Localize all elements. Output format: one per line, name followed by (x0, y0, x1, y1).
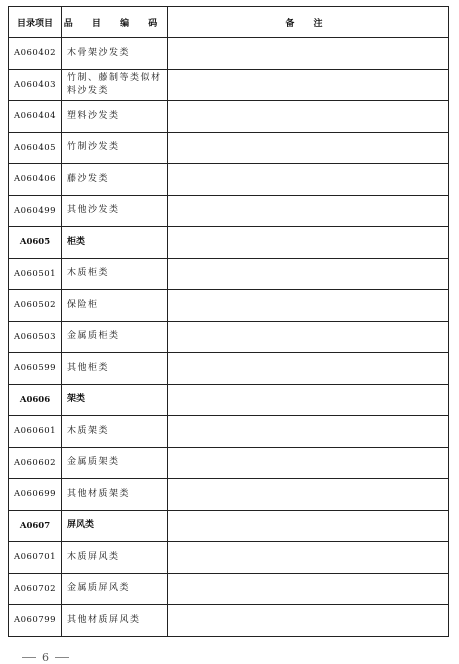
row-code: A060405 (9, 132, 62, 164)
footer-dash-right (55, 657, 69, 658)
row-name: 金属质屏风类 (62, 573, 168, 605)
row-code: A060499 (9, 195, 62, 227)
table-row (9, 195, 449, 227)
row-remark (168, 605, 449, 637)
row-remark (168, 447, 449, 479)
row-remark (168, 510, 449, 542)
table-row (9, 69, 449, 101)
row-remark (168, 479, 449, 511)
row-remark (168, 227, 449, 259)
category-row (9, 227, 449, 259)
row-code: A060601 (9, 416, 62, 448)
page-number: 6 (42, 651, 49, 664)
row-remark (168, 132, 449, 164)
page-footer (22, 651, 69, 664)
row-name: 木质屏风类 (62, 542, 168, 574)
row-code: A060699 (9, 479, 62, 511)
row-name: 塑料沙发类 (62, 101, 168, 133)
row-code: A0605 (9, 227, 62, 259)
row-code: A060701 (9, 542, 62, 574)
row-code: A060799 (9, 605, 62, 637)
row-code: A060404 (9, 101, 62, 133)
row-remark (168, 353, 449, 385)
row-remark (168, 258, 449, 290)
row-code: A060702 (9, 573, 62, 605)
table-row (9, 321, 449, 353)
row-code: A060503 (9, 321, 62, 353)
category-row (9, 510, 449, 542)
row-remark (168, 69, 449, 101)
table-row (9, 542, 449, 574)
table-row (9, 416, 449, 448)
catalog-table (8, 6, 449, 637)
table-row (9, 258, 449, 290)
row-name: 其他柜类 (62, 353, 168, 385)
row-remark (168, 290, 449, 322)
row-name: 木质柜类 (62, 258, 168, 290)
table-header-row (9, 7, 449, 38)
row-remark (168, 573, 449, 605)
table-row (9, 290, 449, 322)
row-name: 金属质架类 (62, 447, 168, 479)
table-row (9, 573, 449, 605)
row-code: A060599 (9, 353, 62, 385)
row-code: A060402 (9, 38, 62, 70)
row-name: 保险柜 (62, 290, 168, 322)
row-name: 其他沙发类 (62, 195, 168, 227)
row-code: A0607 (9, 510, 62, 542)
row-remark (168, 384, 449, 416)
header-name: 品 目 编 码 (62, 7, 168, 38)
row-code: A0606 (9, 384, 62, 416)
row-name: 屏风类 (62, 510, 168, 542)
row-name: 竹制、藤制等类似材料沙发类 (62, 69, 168, 101)
row-remark (168, 38, 449, 70)
row-remark (168, 195, 449, 227)
row-remark (168, 416, 449, 448)
row-remark (168, 164, 449, 196)
table-row (9, 38, 449, 70)
row-code: A060501 (9, 258, 62, 290)
table-row (9, 132, 449, 164)
row-name: 其他材质屏风类 (62, 605, 168, 637)
row-name: 木骨架沙发类 (62, 38, 168, 70)
row-name: 竹制沙发类 (62, 132, 168, 164)
row-remark (168, 321, 449, 353)
table-row (9, 605, 449, 637)
table-row (9, 479, 449, 511)
row-name: 柜类 (62, 227, 168, 259)
table-row (9, 101, 449, 133)
row-code: A060502 (9, 290, 62, 322)
row-code: A060403 (9, 69, 62, 101)
row-remark (168, 101, 449, 133)
header-remark: 备 注 (168, 7, 449, 38)
category-row (9, 384, 449, 416)
header-code: 目录项目 (9, 7, 62, 38)
footer-dash-left (22, 657, 36, 658)
row-code: A060602 (9, 447, 62, 479)
table-row (9, 447, 449, 479)
table-row (9, 164, 449, 196)
row-name: 藤沙发类 (62, 164, 168, 196)
row-name: 架类 (62, 384, 168, 416)
row-name: 木质架类 (62, 416, 168, 448)
table-row (9, 353, 449, 385)
row-code: A060406 (9, 164, 62, 196)
row-name: 其他材质架类 (62, 479, 168, 511)
row-name: 金属质柜类 (62, 321, 168, 353)
row-remark (168, 542, 449, 574)
